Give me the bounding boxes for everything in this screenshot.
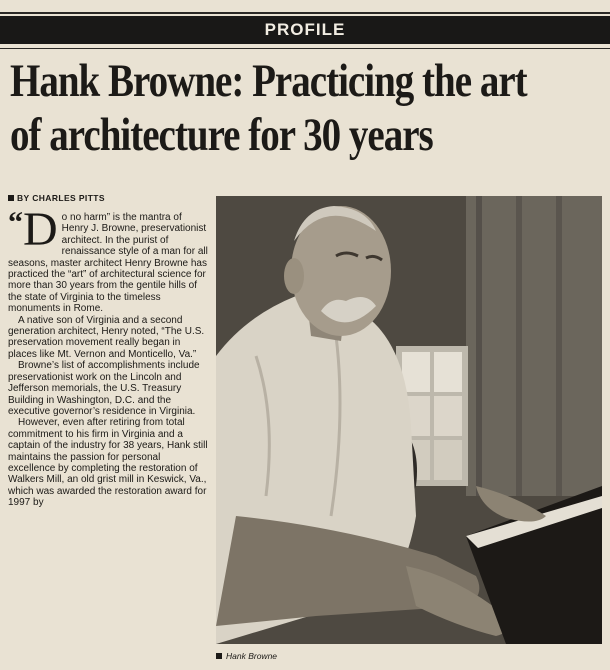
article-paragraph-1 xyxy=(8,212,210,315)
section-banner: PROFILE xyxy=(0,16,610,44)
portrait-illustration xyxy=(216,196,602,644)
article-body xyxy=(8,212,210,652)
square-bullet-icon xyxy=(216,653,222,659)
photo-caption-text: Hank Browne xyxy=(226,651,278,661)
headline-line-2: of architecture for 30 years xyxy=(10,109,433,161)
top-rule xyxy=(0,12,610,14)
byline-text: BY CHARLES PITTS xyxy=(17,193,105,203)
square-bullet-icon xyxy=(8,195,14,201)
portrait-photo xyxy=(216,196,602,644)
article-paragraph-3: Browne’s list of accomplishments include preservationist work on the Lincoln and Jefferson memorials, the U.S. Treasury Building in Washington, D.C. and the executive governor’s residence in Virginia. xyxy=(8,360,200,417)
article-paragraph-2: A native son of Virginia and a second generation architect, Henry noted, “The U.S. preservation movement really began in places like Mt. Vernon and Monticello, Va.” xyxy=(8,314,205,360)
open-quote: “ xyxy=(8,212,23,239)
drop-cap: D xyxy=(23,212,58,256)
photo-caption xyxy=(216,651,277,661)
article-paragraph-4: However, even after retiring from total commitment to his firm in Virginia and a captain of the industry for 38 years, Hank still maintains the passion for personal excellence by completing the restoration of Walkers Mill, an old grist mill in Keswick, Va., which was awarded the restoration award for 1997 by xyxy=(8,417,208,509)
article-paragraph-1-text: o no harm” is the mantra of Henry J. Browne, preservationist architect. In the purist of renaissance style of a man for all seasons, master architect Henry Browne has practiced the “art” of architectural science for more than 30 years from the gentile hills of the state of Virginia to the timeless monuments in Rome. xyxy=(8,212,208,315)
byline xyxy=(8,193,105,203)
banner-rule xyxy=(0,48,610,49)
headline xyxy=(10,54,527,162)
drop-cap-group xyxy=(8,212,58,256)
headline-line-1: Hank Browne: Practicing the art xyxy=(10,55,527,107)
